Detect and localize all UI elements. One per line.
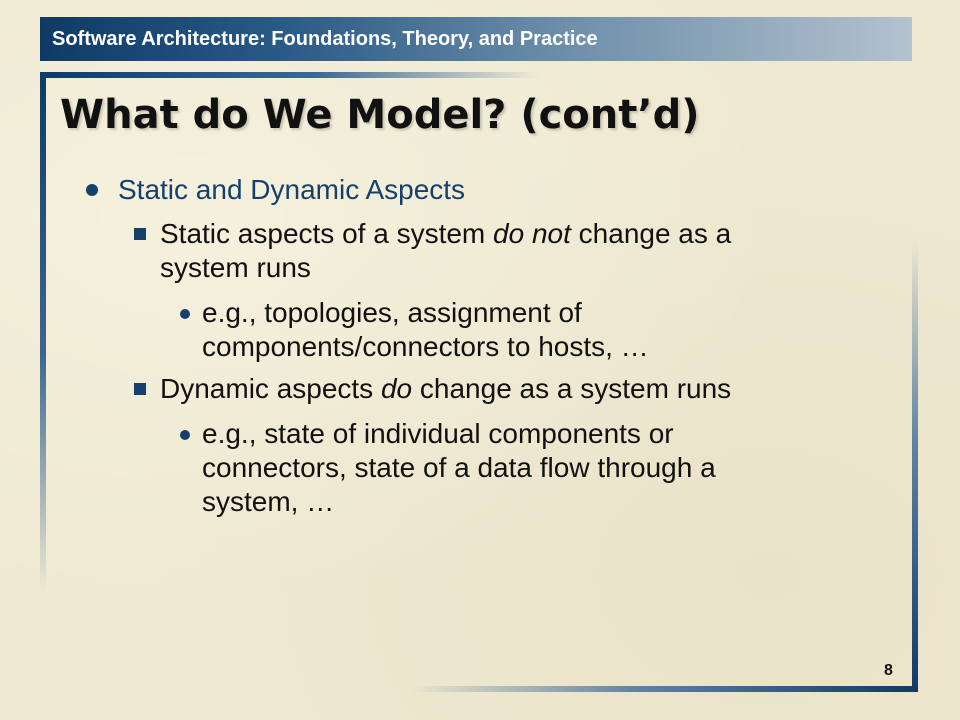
bullet-static-aspects-line2: system runs: [160, 252, 311, 283]
bullet-static-text-italic: do not: [493, 218, 571, 249]
frame-top-line: [40, 72, 540, 78]
bullet-dynamic-aspects: [160, 372, 731, 406]
bullet-state-line1: e.g., state of individual components or: [202, 418, 674, 449]
bullet-dot-icon: [86, 184, 98, 196]
bullet-state-line3: system, …: [202, 486, 335, 517]
bullet-static-dynamic: Static and Dynamic Aspects: [118, 174, 466, 205]
frame-left-line: [40, 72, 46, 592]
bullet-static-text-after: change as a: [570, 218, 732, 249]
bullet-topologies-line2: components/connectors to hosts, …: [202, 331, 649, 362]
page-number: 8: [884, 662, 893, 679]
frame-right-line: [912, 240, 918, 692]
slide-title: What do We Model? (cont’d): [60, 92, 700, 138]
bullet-dot-icon: [180, 430, 190, 440]
bullet-diamond-icon: [134, 383, 146, 395]
bullet-dynamic-text-italic: do: [380, 373, 413, 404]
bullet-dot-icon: [180, 309, 190, 319]
bullet-diamond-icon: [134, 228, 146, 240]
frame-bottom-line: [410, 686, 918, 692]
bullet-state-line2: connectors, state of a data flow through a: [202, 452, 716, 483]
bullet-static-text-before: Static aspects of a system: [160, 218, 494, 249]
bullet-static-aspects: [160, 217, 731, 251]
bullet-dynamic-text-before: Dynamic aspects: [160, 373, 381, 404]
header-title: Software Architecture: Foundations, Theory, and Practice: [52, 28, 598, 50]
bullet-topologies-line1: e.g., topologies, assignment of: [202, 297, 582, 328]
bullet-dynamic-text-after: change as a system runs: [412, 373, 732, 404]
